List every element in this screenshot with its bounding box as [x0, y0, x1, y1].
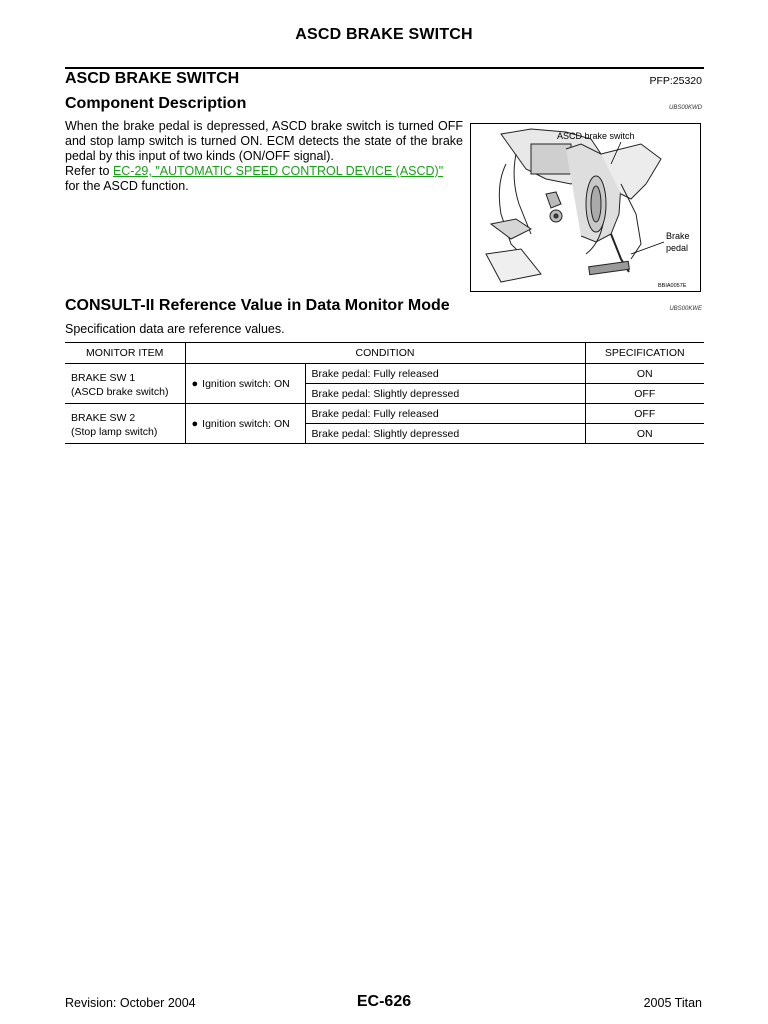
figure-code: BBIA0057E — [658, 283, 687, 289]
reference-value-table — [65, 342, 704, 444]
monitor-item-name: BRAKE SW 1 — [71, 371, 136, 384]
specification-note: Specification data are reference values. — [65, 322, 285, 336]
section-title: ASCD BRAKE SWITCH — [65, 70, 240, 87]
spec-cell: ON — [585, 424, 704, 444]
monitor-item-desc: (ASCD brake switch) — [71, 385, 169, 398]
state-cell: Brake pedal: Fully released — [305, 364, 585, 384]
spec-cell: OFF — [585, 404, 704, 424]
state-cell: Brake pedal: Slightly depressed — [305, 424, 585, 444]
refer-suffix: for the ASCD function. — [65, 179, 189, 193]
consult-heading: CONSULT-II Reference Value in Data Monitor Mode — [65, 297, 450, 314]
condition-cell — [185, 364, 305, 404]
monitor-item-cell — [65, 404, 185, 444]
footer-revision: Revision: October 2004 — [65, 996, 196, 1010]
monitor-item-cell — [65, 364, 185, 404]
header-specification: SPECIFICATION — [585, 343, 704, 364]
state-cell: Brake pedal: Slightly depressed — [305, 384, 585, 404]
brake-switch-illustration — [470, 123, 701, 292]
bullet-icon: ● — [191, 417, 199, 430]
condition-text: Ignition switch: ON — [202, 417, 290, 430]
condition-cell — [185, 404, 305, 444]
page-header-title: ASCD BRAKE SWITCH — [295, 26, 473, 43]
spec-cell: ON — [585, 364, 704, 384]
component-description-heading: Component Description — [65, 95, 247, 112]
description-paragraph: When the brake pedal is depressed, ASCD brake switch is turned OFF and stop lamp switch is turned ON. ECM detects the state of the brake pedal by this input of two kinds (ON/OFF signal). — [65, 119, 463, 163]
state-cell: Brake pedal: Fully released — [305, 404, 585, 424]
monitor-item-name: BRAKE SW 2 — [71, 411, 136, 424]
bullet-icon: ● — [191, 377, 199, 390]
header-condition: CONDITION — [185, 343, 585, 364]
table-row — [65, 404, 704, 424]
footer-page-number: EC-626 — [356, 993, 412, 1010]
footer-model: 2005 Titan — [643, 996, 702, 1010]
monitor-item-desc: (Stop lamp switch) — [71, 425, 158, 438]
section-divider — [65, 67, 704, 69]
header-monitor-item: MONITOR ITEM — [65, 343, 185, 364]
condition-text: Ignition switch: ON — [202, 377, 290, 390]
component-description-text — [65, 119, 463, 194]
ascd-switch-label: ASCD brake switch — [557, 131, 635, 141]
table-row — [65, 364, 704, 384]
consult-code: UBS00KWE — [669, 306, 702, 312]
spec-cell: OFF — [585, 384, 704, 404]
ascd-reference-link[interactable]: EC-29, "AUTOMATIC SPEED CONTROL DEVICE (ASCD)" — [112, 164, 444, 178]
component-description-code: UBS00KWD — [668, 105, 702, 111]
refer-prefix: Refer to — [65, 164, 113, 178]
brake-pedal-label-1: Brake — [666, 231, 690, 241]
brake-pedal-label-2: pedal — [666, 243, 689, 253]
part-number: PFP:25320 — [649, 75, 702, 87]
